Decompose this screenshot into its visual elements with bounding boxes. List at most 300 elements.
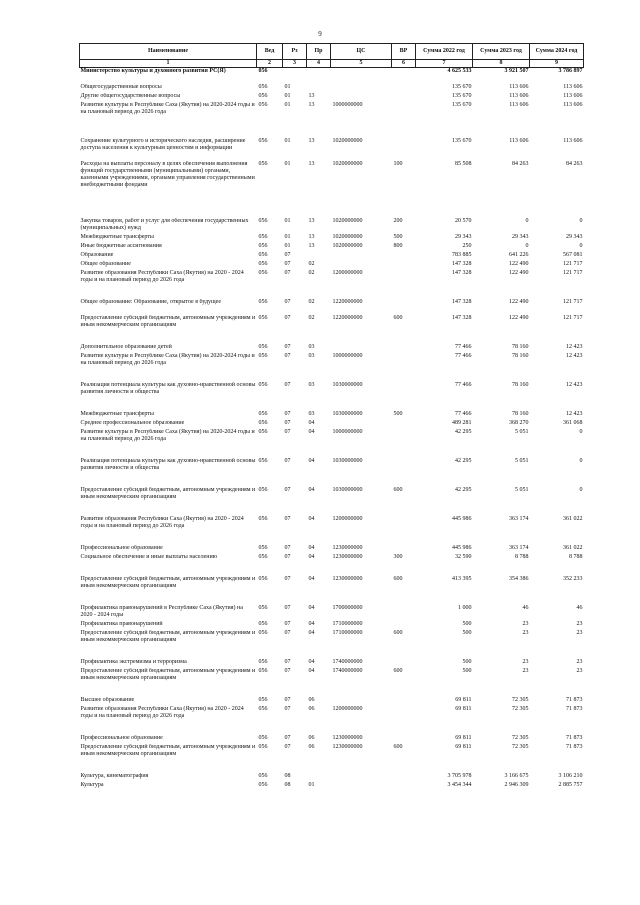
header-pr: Пр [307, 44, 331, 60]
row-sum-2024: 71 873 [566, 696, 583, 703]
table-row [80, 218, 584, 234]
row-cs: 1230000000 [332, 743, 363, 750]
row-name: Развитие культуры в Республике Саха (Якутия) на 2020-2024 годы и на плановый период до 2026 года [80, 101, 255, 115]
row-name: Развитие образования Республики Саха (Якутия) на 2020 - 2024 годы и на плановый период до 2026 года [80, 515, 244, 529]
row-cs: 1700000000 [332, 604, 363, 611]
row-sum-2024: 12 423 [566, 410, 583, 417]
row-sum-2022: 4 625 533 [447, 68, 472, 74]
row-sum-2023: 122 490 [509, 314, 529, 321]
row-cs: 1020000000 [332, 217, 363, 224]
column-number: 5 [331, 60, 392, 68]
row-pr: 02 [308, 260, 315, 267]
row-sum-2022: 135 670 [452, 92, 472, 99]
row-sum-2022: 500 [462, 629, 472, 636]
row-name: Профессиональное образование [80, 734, 163, 741]
row-cs: 1030000000 [332, 486, 363, 493]
row-sum-2024: 0 [579, 217, 583, 224]
row-cs: 1230000000 [332, 734, 363, 741]
row-ved: 056 [258, 544, 268, 551]
row-name: Закупка товаров, работ и услуг для обеспечения государственных (муниципальных) нужд [80, 217, 249, 231]
row-pr: 06 [308, 734, 315, 741]
row-pr: 04 [308, 553, 315, 560]
row-ved: 056 [258, 515, 268, 522]
row-sum-2023: 72 305 [512, 696, 529, 703]
row-cs: 1030000000 [332, 457, 363, 464]
row-pr: 04 [308, 658, 315, 665]
row-sum-2022: 42 295 [455, 457, 472, 464]
row-sum-2023: 78 160 [512, 381, 529, 388]
row-name: Общее образование: Образование, открытое в будущее [80, 298, 221, 305]
row-sum-2022: 147 328 [452, 314, 472, 321]
row-cs: 1000000000 [332, 101, 363, 108]
row-rz: 07 [284, 269, 291, 276]
table-row [80, 487, 584, 516]
row-cs [331, 420, 392, 429]
row-pr: 04 [308, 544, 315, 551]
row-pr: 02 [308, 314, 315, 321]
row-sum-2024: 23 [576, 629, 583, 636]
row-sum-2024: 12 423 [566, 343, 583, 350]
row-cs: 1020000000 [332, 242, 363, 249]
row-pr [307, 252, 331, 261]
row-pr [307, 773, 331, 782]
row-pr: 04 [308, 575, 315, 582]
row-vr [392, 138, 416, 161]
row-rz: 07 [284, 575, 291, 582]
table-row [80, 315, 584, 344]
row-vr: 600 [393, 486, 403, 493]
row-sum-2022: 489 281 [452, 419, 472, 426]
row-sum-2022: 69 811 [455, 696, 472, 703]
page-number: 9 [318, 30, 322, 38]
row-sum-2023: 2 946 309 [504, 781, 529, 788]
row-name: Общегосударственные вопросы [80, 83, 162, 90]
row-sum-2023: 23 [522, 629, 529, 636]
row-ved: 056 [258, 658, 268, 665]
row-sum-2022: 77 466 [455, 352, 472, 359]
row-name: Дополнительное образование детей [80, 343, 172, 350]
row-rz: 07 [284, 743, 291, 750]
table-row [80, 697, 584, 706]
table-row [80, 735, 584, 744]
row-sum-2022: 413 395 [452, 575, 472, 582]
row-vr [392, 605, 416, 621]
row-rz: 07 [284, 667, 291, 674]
header-vr: ВР [392, 44, 416, 60]
row-sum-2022: 783 885 [452, 251, 472, 258]
header-ved: Вед [257, 44, 283, 60]
row-pr: 03 [308, 410, 315, 417]
row-vr [392, 516, 416, 545]
row-sum-2023: 5 051 [515, 428, 529, 435]
row-vr [392, 420, 416, 429]
row-cs [331, 782, 392, 791]
row-sum-2022: 85 508 [455, 160, 472, 167]
row-sum-2022: 147 328 [452, 269, 472, 276]
row-rz: 07 [284, 620, 291, 627]
row-cs [331, 93, 392, 102]
table-row [80, 668, 584, 697]
row-ved: 056 [258, 457, 268, 464]
row-rz: 01 [284, 242, 291, 249]
row-rz: 07 [284, 544, 291, 551]
row-sum-2024: 12 423 [566, 381, 583, 388]
row-cs: 1710000000 [332, 620, 363, 627]
row-ved: 056 [258, 667, 268, 674]
row-name: Межбюджетные трансферты [80, 233, 154, 240]
row-pr: 03 [308, 343, 315, 350]
row-name: Общее образование [80, 260, 131, 267]
row-rz: 07 [284, 419, 291, 426]
column-number: 7 [416, 60, 473, 68]
header-row [80, 44, 584, 60]
row-cs: 1220000000 [332, 314, 363, 321]
row-rz: 07 [284, 658, 291, 665]
row-vr: 600 [393, 667, 403, 674]
table-row [80, 102, 584, 138]
row-sum-2023: 122 490 [509, 298, 529, 305]
row-vr [392, 84, 416, 93]
row-sum-2023: 363 174 [509, 515, 529, 522]
row-ved: 056 [258, 217, 268, 224]
row-rz: 07 [284, 428, 291, 435]
row-sum-2024: 113 606 [563, 101, 583, 108]
row-name: Предоставление субсидий бюджетным, автономным учреждениям и иным некоммерческим организациям [80, 667, 256, 681]
row-sum-2023: 23 [522, 658, 529, 665]
row-vr: 600 [393, 743, 403, 750]
row-ved: 056 [258, 352, 268, 359]
row-sum-2024: 0 [579, 486, 583, 493]
row-sum-2024: 121 717 [563, 314, 583, 321]
row-cs [331, 697, 392, 706]
row-ved: 056 [258, 575, 268, 582]
row-sum-2024: 29 343 [566, 233, 583, 240]
row-vr [392, 93, 416, 102]
column-number: 4 [307, 60, 331, 68]
table-row [80, 554, 584, 576]
row-pr: 13 [308, 92, 315, 99]
table-row [80, 773, 584, 782]
table-row [80, 299, 584, 315]
header-sum-2024: Сумма 2024 год [530, 44, 584, 60]
row-sum-2023: 72 305 [512, 743, 529, 750]
table-row [80, 382, 584, 411]
row-ved: 056 [258, 772, 268, 779]
row-ved: 056 [258, 160, 268, 167]
row-cs: 1000000000 [332, 352, 363, 359]
row-sum-2022: 147 328 [452, 298, 472, 305]
row-name: Предоставление субсидий бюджетным, автономным учреждениям и иным некоммерческим организациям [80, 486, 256, 500]
table-row [80, 353, 584, 382]
row-vr [392, 706, 416, 735]
row-ved: 056 [258, 705, 268, 712]
row-ved: 056 [258, 101, 268, 108]
table-row [80, 344, 584, 353]
row-ved: 056 [258, 696, 268, 703]
row-sum-2022: 69 811 [455, 743, 472, 750]
row-pr: 13 [308, 101, 315, 108]
row-vr [392, 659, 416, 668]
row-sum-2024: 3 106 210 [558, 772, 583, 779]
row-pr: 02 [308, 269, 315, 276]
column-number: 1 [80, 60, 257, 68]
row-sum-2023: 23 [522, 667, 529, 674]
row-vr [392, 458, 416, 487]
row-name: Профилактика экстремизма и терроризма [80, 658, 187, 665]
row-sum-2023: 84 263 [512, 160, 529, 167]
budget-table [79, 43, 584, 791]
row-vr [392, 102, 416, 138]
row-ved: 056 [258, 604, 268, 611]
row-sum-2024: 71 873 [566, 734, 583, 741]
row-ved: 056 [258, 269, 268, 276]
row-ved: 056 [258, 314, 268, 321]
row-sum-2024: 113 606 [563, 83, 583, 90]
row-ved: 056 [258, 298, 268, 305]
table-row [80, 252, 584, 261]
row-rz: 07 [284, 486, 291, 493]
table-row [80, 576, 584, 605]
row-sum-2024: 361 022 [563, 544, 583, 551]
row-rz: 07 [284, 260, 291, 267]
row-name: Реализация потенциала культуры как духовно-нравственной основы развития личности и общества [80, 457, 256, 471]
row-cs: 1030000000 [332, 381, 363, 388]
row-cs [331, 68, 392, 84]
row-rz: 07 [284, 457, 291, 464]
table-row [80, 545, 584, 554]
row-sum-2024: 23 [576, 620, 583, 627]
row-rz: 01 [284, 83, 291, 90]
row-cs [331, 252, 392, 261]
row-sum-2024: 84 263 [566, 160, 583, 167]
row-vr [392, 68, 416, 84]
row-pr: 06 [308, 743, 315, 750]
row-rz: 07 [284, 410, 291, 417]
column-number: 2 [257, 60, 283, 68]
row-rz: 07 [284, 381, 291, 388]
row-rz: 08 [284, 772, 291, 779]
row-sum-2022: 69 811 [455, 705, 472, 712]
table-body [80, 68, 584, 791]
row-pr [307, 84, 331, 93]
row-pr: 04 [308, 486, 315, 493]
row-sum-2024: 46 [576, 604, 583, 611]
row-pr: 13 [308, 242, 315, 249]
row-pr: 01 [308, 781, 315, 788]
row-sum-2024: 0 [579, 428, 583, 435]
row-sum-2022: 29 343 [455, 233, 472, 240]
row-rz: 07 [284, 352, 291, 359]
row-sum-2022: 42 295 [455, 486, 472, 493]
row-pr: 04 [308, 419, 315, 426]
row-sum-2022: 3 454 344 [447, 781, 472, 788]
row-ved: 056 [258, 68, 268, 74]
row-sum-2022: 147 328 [452, 260, 472, 267]
row-name: Высшее образование [80, 696, 135, 703]
row-sum-2023: 78 160 [512, 343, 529, 350]
row-pr: 13 [308, 233, 315, 240]
row-ved: 056 [258, 233, 268, 240]
row-pr: 13 [308, 217, 315, 224]
table-row [80, 706, 584, 735]
row-sum-2024: 361 022 [563, 515, 583, 522]
header-sum-2023: Сумма 2023 год [473, 44, 530, 60]
table-row [80, 411, 584, 420]
row-rz: 07 [284, 734, 291, 741]
row-sum-2023: 78 160 [512, 352, 529, 359]
row-sum-2023: 23 [522, 620, 529, 627]
table-row [80, 261, 584, 270]
row-cs [331, 84, 392, 93]
row-vr [392, 782, 416, 791]
header-sum-2022: Сумма 2022 год [416, 44, 473, 60]
row-sum-2023: 113 606 [509, 101, 529, 108]
table-row [80, 84, 584, 93]
row-name: Расходы на выплаты персоналу в целях обеспечения выполнения функций государственными (муниципальными) органами, казенными учреждениями, органами управления государственными внебюджетными фондами [80, 160, 255, 188]
row-pr: 04 [308, 515, 315, 522]
row-sum-2024: 0 [579, 242, 583, 249]
column-number: 8 [473, 60, 530, 68]
row-rz: 01 [284, 217, 291, 224]
table-row [80, 630, 584, 659]
row-cs: 1020000000 [332, 137, 363, 144]
row-sum-2022: 1 000 [458, 604, 472, 611]
row-sum-2023: 3 921 507 [504, 68, 529, 74]
row-ved: 056 [258, 343, 268, 350]
row-sum-2022: 69 811 [455, 734, 472, 741]
row-ved: 056 [258, 781, 268, 788]
row-sum-2023: 0 [525, 242, 529, 249]
row-sum-2022: 500 [462, 658, 472, 665]
row-vr: 300 [393, 553, 403, 560]
row-rz: 07 [284, 705, 291, 712]
row-pr: 02 [308, 298, 315, 305]
row-sum-2022: 135 670 [452, 101, 472, 108]
row-rz: 07 [284, 298, 291, 305]
row-vr: 200 [393, 217, 403, 224]
row-ved: 056 [258, 137, 268, 144]
row-cs: 1200000000 [332, 515, 363, 522]
row-name: Предоставление субсидий бюджетным, автономным учреждениям и иным некоммерческим организациям [80, 629, 256, 643]
row-cs: 1220000000 [332, 298, 363, 305]
row-name: Развитие культуры в Республике Саха (Якутия) на 2020-2024 годы и на плановый период до 2026 года [80, 428, 255, 442]
row-ved: 056 [258, 410, 268, 417]
row-name: Другие общегосударственные вопросы [80, 92, 181, 99]
row-ved: 056 [258, 419, 268, 426]
row-ved: 056 [258, 734, 268, 741]
row-sum-2024: 113 606 [563, 137, 583, 144]
row-vr [392, 261, 416, 270]
table-row [80, 429, 584, 458]
row-ved: 056 [258, 381, 268, 388]
row-ved: 056 [258, 92, 268, 99]
row-vr [392, 353, 416, 382]
row-sum-2023: 363 174 [509, 544, 529, 551]
row-sum-2022: 32 590 [455, 553, 472, 560]
row-cs: 1710000000 [332, 629, 363, 636]
row-sum-2022: 42 295 [455, 428, 472, 435]
row-rz: 08 [284, 781, 291, 788]
row-sum-2024: 121 717 [563, 269, 583, 276]
row-sum-2024: 3 786 897 [558, 68, 583, 74]
row-sum-2024: 8 788 [569, 553, 583, 560]
row-cs: 1200000000 [332, 705, 363, 712]
table-row [80, 138, 584, 161]
row-cs [331, 261, 392, 270]
table-row [80, 458, 584, 487]
row-name: Предоставление субсидий бюджетным, автономным учреждениям и иным некоммерческим организациям [80, 743, 256, 757]
row-rz: 01 [284, 233, 291, 240]
row-sum-2023: 29 343 [512, 233, 529, 240]
row-name: Профилактика правонарушений [80, 620, 163, 627]
row-vr [392, 545, 416, 554]
row-sum-2023: 113 606 [509, 92, 529, 99]
row-cs: 1230000000 [332, 544, 363, 551]
row-cs: 1020000000 [332, 233, 363, 240]
row-ved: 056 [258, 553, 268, 560]
row-sum-2022: 135 670 [452, 83, 472, 90]
table-row [80, 659, 584, 668]
row-vr [392, 621, 416, 630]
row-pr: 03 [308, 381, 315, 388]
row-sum-2024: 71 873 [566, 705, 583, 712]
row-sum-2023: 113 606 [509, 137, 529, 144]
row-ved: 056 [258, 743, 268, 750]
row-vr [392, 299, 416, 315]
table-row [80, 68, 584, 84]
row-rz: 01 [284, 137, 291, 144]
row-pr: 03 [308, 352, 315, 359]
row-sum-2022: 250 [462, 242, 472, 249]
row-sum-2023: 72 305 [512, 734, 529, 741]
row-name: Развитие образования Республики Саха (Якутия) на 2020 - 2024 годы и на плановый период до 2026 года [80, 705, 244, 719]
row-sum-2024: 113 606 [563, 92, 583, 99]
row-vr: 600 [393, 314, 403, 321]
row-ved: 056 [258, 251, 268, 258]
header-name: Наименование [80, 44, 257, 60]
header-cs: ЦС [331, 44, 392, 60]
row-sum-2023: 122 490 [509, 269, 529, 276]
row-sum-2023: 5 051 [515, 486, 529, 493]
row-name: Образование [80, 251, 114, 258]
row-sum-2023: 122 490 [509, 260, 529, 267]
table-row [80, 270, 584, 299]
table-header [80, 44, 584, 68]
row-name: Реализация потенциала культуры как духовно-нравственной основы развития личности и общества [80, 381, 256, 395]
row-ved: 056 [258, 83, 268, 90]
row-rz [283, 68, 307, 84]
row-pr: 06 [308, 696, 315, 703]
row-ved: 056 [258, 620, 268, 627]
row-sum-2024: 361 068 [563, 419, 583, 426]
row-vr: 600 [393, 575, 403, 582]
row-sum-2022: 135 670 [452, 137, 472, 144]
row-sum-2024: 71 873 [566, 743, 583, 750]
row-vr [392, 252, 416, 261]
row-sum-2023: 641 226 [509, 251, 529, 258]
row-rz: 07 [284, 629, 291, 636]
row-rz: 07 [284, 553, 291, 560]
row-name: Социальное обеспечение и иные выплаты населению [80, 553, 218, 560]
row-sum-2022: 500 [462, 667, 472, 674]
row-vr [392, 773, 416, 782]
row-rz: 01 [284, 101, 291, 108]
row-pr: 13 [308, 160, 315, 167]
row-pr: 06 [308, 705, 315, 712]
row-sum-2024: 567 081 [563, 251, 583, 258]
row-name: Культура, кинематография [80, 772, 149, 779]
row-pr: 04 [308, 629, 315, 636]
